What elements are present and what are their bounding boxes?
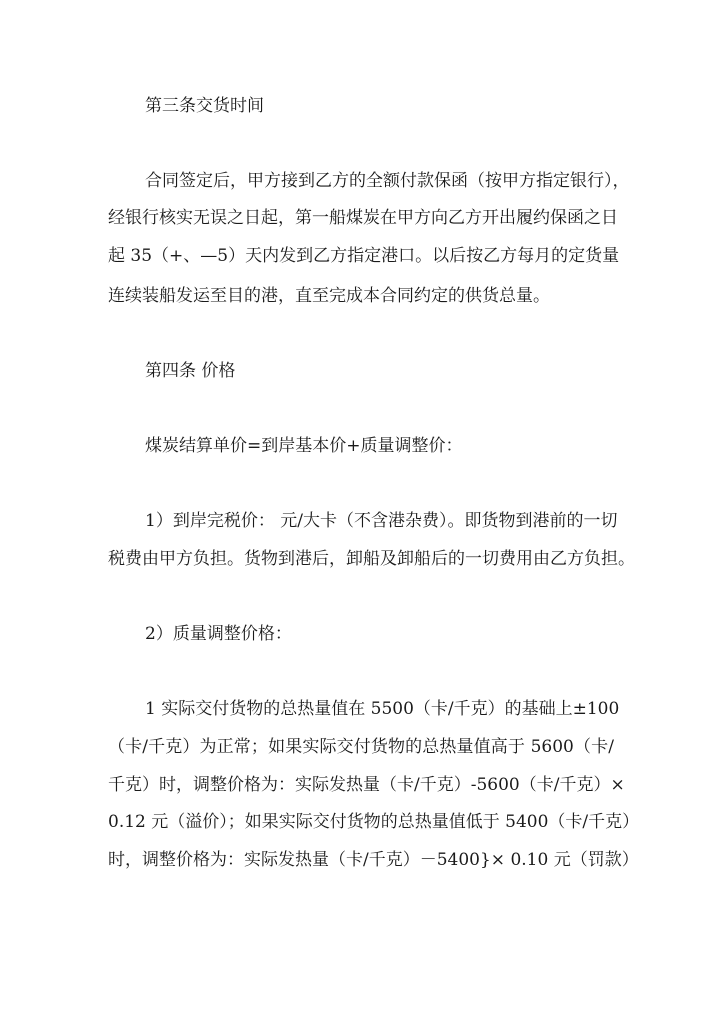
section-4-heading: 第四条 价格 bbox=[145, 361, 236, 381]
price-item-2-heading: 2）质量调整价格： bbox=[145, 624, 292, 644]
paragraph-line: 经银行核实无误之日起，第一船煤炭在甲方向乙方开出履约保函之日 bbox=[108, 208, 618, 228]
paragraph-line: 1）到岸完税价： 元/大卡（不含港杂费）。即货物到港前的一切 bbox=[145, 511, 618, 531]
paragraph-line: 1 实际交付货物的总热量值在 5500（卡/千克）的基础上±100 bbox=[145, 699, 620, 719]
price-formula: 煤炭结算单价=到岸基本价+质量调整价： bbox=[145, 436, 463, 456]
paragraph-line: 合同签定后，甲方接到乙方的全额付款保函（按甲方指定银行）， bbox=[145, 171, 630, 191]
paragraph-line: 税费由甲方负担。货物到港后，卸船及卸船后的一切费用由乙方负担。 bbox=[108, 549, 635, 569]
paragraph-line: 千克）时，调整价格为：实际发热量（卡/千克）-5600（卡/千克）× bbox=[108, 775, 625, 795]
paragraph-line: 起 35（+、—5）天内发到乙方指定港口。以后按乙方每月的定货量 bbox=[108, 246, 620, 266]
section-3-heading: 第三条交货时间 bbox=[145, 96, 264, 116]
paragraph-line: （卡/千克）为正常；如果实际交付货物的总热量值高于 5600（卡/ bbox=[108, 737, 614, 757]
paragraph-line: 连续装船发运至目的港，直至完成本合同约定的供货总量。 bbox=[108, 286, 550, 306]
paragraph-line: 0.12 元（溢价）；如果实际交付货物的总热量值低于 5400（卡/千克） bbox=[108, 812, 640, 832]
paragraph-line: 时，调整价格为：实际发热量（卡/千克）－5400}× 0.10 元（罚款） bbox=[108, 850, 639, 870]
